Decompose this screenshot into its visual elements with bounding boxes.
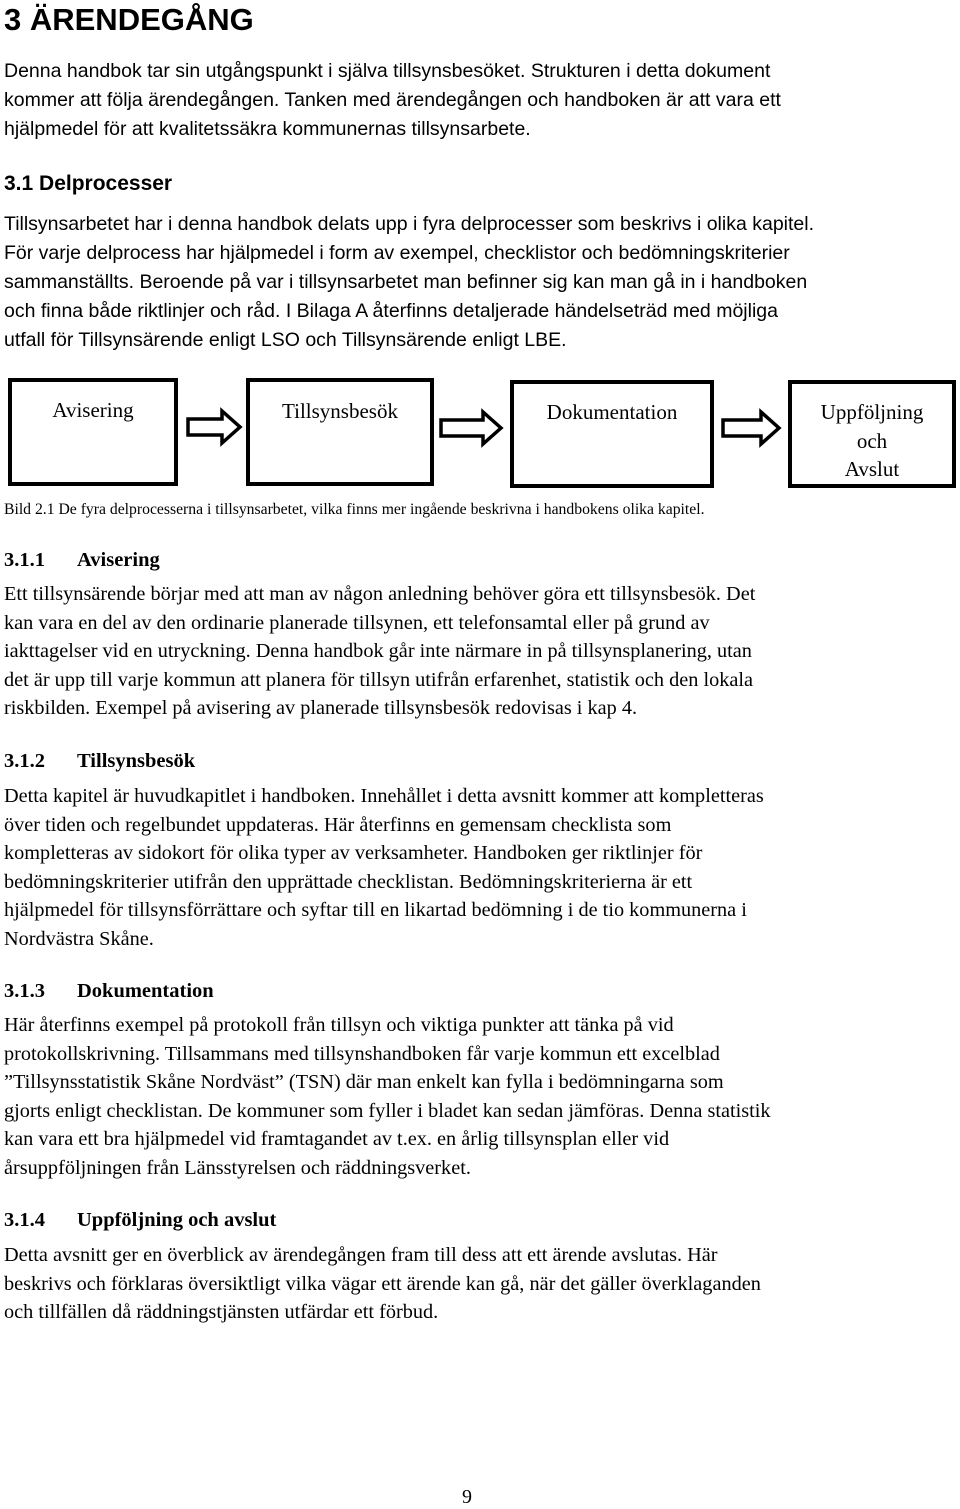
process-box-tillsynsbesok xyxy=(246,378,434,486)
paragraph-line: kan vara ett bra hjälpmedel vid framtagandet av t.ex. en årlig tillsynsplan eller vid xyxy=(4,1128,670,1150)
subsection-title: Dokumentation xyxy=(77,980,214,1002)
paragraph-line: beskrivs och förklaras översiktligt vilka vägar ett ärende kan gå, när det gäller överklaganden xyxy=(4,1272,761,1295)
process-box-uppfoljning xyxy=(788,380,956,488)
page-number: 9 xyxy=(462,1486,472,1508)
paragraph-line: iakttagelser vid en utryckning. Denna handbok går inte närmare in på tillsynsplanering, utan xyxy=(4,640,752,662)
process-box-label: Uppföljning xyxy=(820,400,924,424)
figure-caption: Bild 2.1 De fyra delprocesserna i tillsynsarbetet, vilka finns mer ingående beskrivna i handbokens olika kapitel. xyxy=(4,501,705,518)
process-box-avisering xyxy=(8,378,178,486)
paragraph-line: protokollskrivning. Tillsammans med tillsynshandboken får varje kommun ett excelblad xyxy=(4,1042,720,1065)
paragraph-line: ”Tillsynsstatistik Skåne Nordväst” (TSN) där man enkelt kan fylla i bedömningarna som xyxy=(4,1071,724,1093)
intro-line: hjälpmedel för att kvalitetssäkra kommunernas tillsynsarbete. xyxy=(4,118,531,140)
paragraph-line: Tillsynsarbetet har i denna handbok delats upp i fyra delprocesser som beskrivs i olika kapitel. xyxy=(4,213,815,235)
paragraph-line: Detta kapitel är huvudkapitlet i handboken. Innehållet i detta avsnitt kommer att kompletteras xyxy=(4,785,764,807)
intro-line: Denna handbok tar sin utgångspunkt i själva tillsynsbesöket. Strukturen i detta dokument xyxy=(4,60,771,82)
paragraph-line: riskbilden. Exempel på avisering av planerade tillsynsbesök redovisas i kap 4. xyxy=(4,697,638,719)
paragraph-line: gjorts enligt checklistan. De kommuner som fyller i bladet kan sedan jämföras. Denna statistik xyxy=(4,1099,771,1122)
subsection-number: 3.1.4 xyxy=(4,1209,45,1231)
paragraph-line: Ett tillsynsärende börjar med att man av någon anledning behöver göra ett tillsynsbesök. Det xyxy=(4,583,756,605)
subsection-3-1-4-paragraph xyxy=(4,1241,761,1327)
paragraph-line: För varje delprocess har hjälpmedel i form av exempel, checklistor och bedömningskriterier xyxy=(4,242,790,264)
paragraph-line: kan vara en del av den ordinarie planerade tillsynen, ett telefonsamtal eller på grund av xyxy=(4,611,710,634)
subsection-number: 3.1.3 xyxy=(4,980,45,1002)
paragraph-line: bedömningskriterier utifrån den upprättade checklistan. Bedömningskriterierna är ett xyxy=(4,870,693,893)
subsection-heading-3-1-2 xyxy=(4,747,195,775)
subsection-number: 3.1.1 xyxy=(4,549,45,571)
process-box-dokumentation xyxy=(510,380,714,488)
arrow-right-icon xyxy=(184,407,244,447)
subsection-heading-3-1-1 xyxy=(4,546,160,574)
intro-paragraph xyxy=(4,57,781,144)
process-box-label: Avslut xyxy=(844,457,900,481)
paragraph-line: och tillfällen då räddningstjänsten utfärdar ett förbud. xyxy=(4,1301,439,1323)
paragraph-line: årsuppföljningen från Länsstyrelsen och räddningsverket. xyxy=(4,1156,471,1179)
paragraph-line: utfall för Tillsynsärende enligt LSO och Tillsynsärende enligt LBE. xyxy=(4,329,567,351)
arrow-right-icon xyxy=(719,408,785,448)
paragraph-line: det är upp till varje kommun att planera för tillsyn utifrån erfarenhet, statistik och den lokala xyxy=(4,668,754,691)
subsection-number: 3.1.2 xyxy=(4,750,45,772)
paragraph-line: över tiden och regelbundet uppdateras. Här återfinns en gemensam checklista som xyxy=(4,813,672,836)
process-box-label: och xyxy=(856,428,888,453)
subsection-3-1-2-paragraph xyxy=(4,782,764,953)
paragraph-line: Detta avsnitt ger en överblick av ärendegången fram till dess att ett ärende avslutas. Här xyxy=(4,1244,718,1266)
paragraph-line: Här återfinns exempel på protokoll från tillsyn och viktiga punkter att tänka på vid xyxy=(4,1014,674,1036)
arrow-right-icon xyxy=(437,408,507,448)
subsection-3-1-3-paragraph xyxy=(4,1011,771,1182)
subsection-title: Uppföljning och avslut xyxy=(77,1209,277,1231)
process-box-label: Tillsynsbesök xyxy=(282,399,398,423)
subsection-3-1-1-paragraph xyxy=(4,580,755,723)
paragraph-line: kompletteras av sidokort för olika typer av verksamheter. Handboken ger riktlinjer för xyxy=(4,842,703,864)
subsection-title: Avisering xyxy=(77,549,160,571)
section-3-1-paragraph xyxy=(4,210,814,355)
chapter-title: 3 ÄRENDEGÅNG xyxy=(4,2,254,37)
subsection-heading-3-1-4 xyxy=(4,1206,276,1234)
process-box-label: Avisering xyxy=(52,398,134,422)
intro-line: kommer att följa ärendegången. Tanken med ärendegången och handboken är att vara ett xyxy=(4,89,781,111)
paragraph-line: och finna både riktlinjer och råd. I Bilaga A återfinns detaljerade händelseträd med möjliga xyxy=(4,300,778,322)
process-box-label: Dokumentation xyxy=(546,400,678,424)
paragraph-line: sammanställts. Beroende på var i tillsynsarbetet man befinner sig kan man gå in i handboken xyxy=(4,271,808,293)
section-heading-3-1: 3.1 Delprocesser xyxy=(4,172,173,195)
subsection-title: Tillsynsbesök xyxy=(77,750,196,772)
paragraph-line: hjälpmedel för tillsynsförrättare och syftar till en likartad bedömning i de tio kommunerna i xyxy=(4,899,747,921)
subsection-heading-3-1-3 xyxy=(4,977,214,1005)
paragraph-line: Nordvästra Skåne. xyxy=(4,927,154,950)
